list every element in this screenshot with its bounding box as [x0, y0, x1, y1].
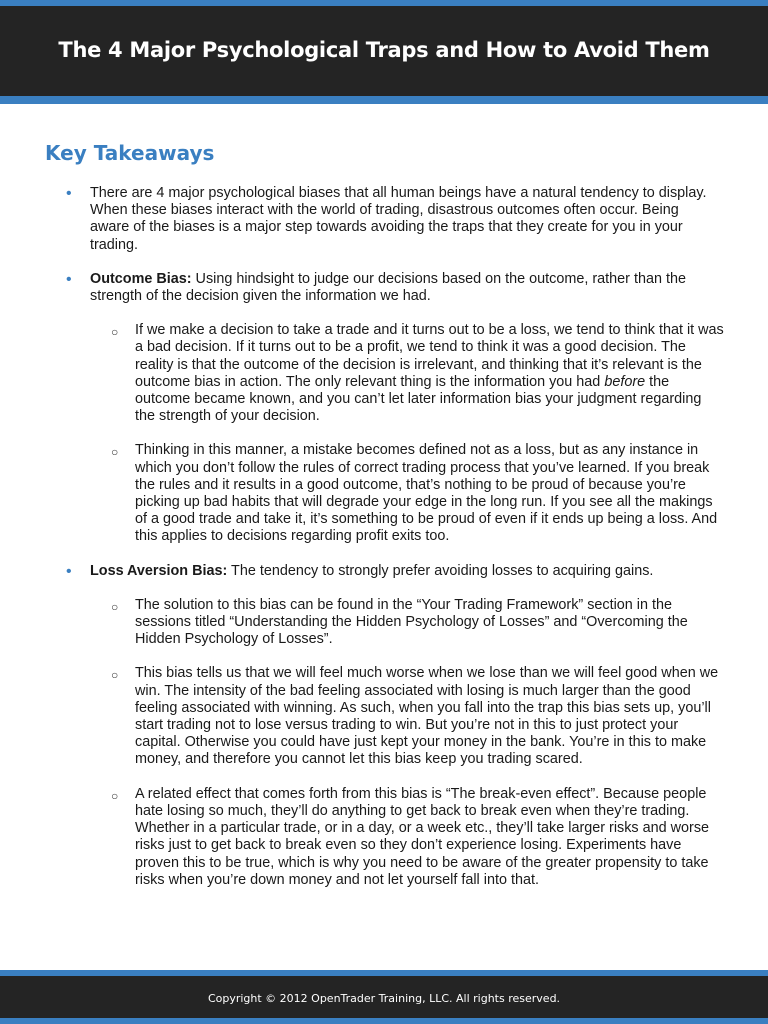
- footer-accent-stripe-top: [0, 970, 768, 976]
- page-header: [0, 0, 768, 104]
- loss-aversion-lead: Loss Aversion Bias:: [90, 562, 228, 579]
- list-item-loss-aversion-bias: [0, 563, 720, 580]
- outcome-sub1-text-b: the outcome became known, and you can’t let later information bias your judgment regarding the strength of your decision.: [135, 373, 702, 425]
- outcome-sub1-emphasis: before: [604, 373, 646, 390]
- outcome-bias-lead: Outcome Bias:: [90, 270, 192, 287]
- bullet-icon: •: [66, 185, 72, 202]
- list-item-outcome-bias: [0, 271, 720, 305]
- loss-aversion-text: The tendency to strongly prefer avoiding losses to acquiring gains.: [227, 562, 654, 579]
- header-accent-stripe-bottom: [0, 96, 768, 104]
- sub-bullet-icon: ○: [111, 788, 119, 803]
- takeaways-list: [0, 185, 768, 889]
- outcome-bias-text: Using hindsight to judge our decisions based on the outcome, rather than the strength of the decision given the information we had.: [90, 270, 686, 305]
- page-title: The 4 Major Psychological Traps and How to Avoid Them: [58, 38, 710, 62]
- copyright-text: Copyright © 2012 OpenTrader Training, LLC. All rights reserved.: [207, 992, 561, 1005]
- header-accent-stripe-top: [0, 0, 768, 6]
- outcome-sub1-text-a: If we make a decision to take a trade and it turns out to be a loss, we tend to think that it was a bad decision. If it turns out to be a profit, we tend to think it was a good decision. The reality is that the outcome of the decision is irrelevant, and thinking that it’s relevant is the outcome bias in action. The only relevant thing is the information you had: [135, 322, 724, 390]
- loss-sub3-text: A related effect that comes forth from this bias is “The break-even effect”. Because people hate losing so much, they’ll do anything to get back to break even when they’re trading. Whether in a particular trade, or in a day, or a week etc., they’ll take larger risks and worse risks just to get back to break even so they don’t experience losing. Experiments have proven this to be true, which is why you need to be aware of the greater propensity to take risks when you’re down money and not let yourself fall into that.: [135, 785, 710, 888]
- section-heading: Key Takeaways: [45, 141, 215, 165]
- intro-text: There are 4 major psychological biases that all human beings have a natural tendency to display. When these biases interact with the world of trading, disastrous outcomes often occur. Being aware of the biases is a major step towards avoiding the traps that they create for you in your trading.: [90, 185, 707, 253]
- sub-item-loss-3: [0, 786, 725, 889]
- sub-bullet-icon: ○: [111, 599, 119, 614]
- footer-accent-stripe-bottom: [0, 1018, 768, 1024]
- sub-item-outcome-2: [0, 442, 725, 545]
- sub-item-loss-2: [0, 665, 725, 768]
- sub-bullet-icon: ○: [111, 445, 119, 460]
- bullet-icon: •: [66, 270, 72, 288]
- sub-item-loss-1: [0, 597, 725, 649]
- loss-sub1-text: The solution to this bias can be found in the “Your Trading Framework” section in the sessions titled “Understanding the Hidden Psychology of Losses” and “Overcoming the Hidden Psychology of Losses”.: [135, 596, 688, 648]
- loss-sub2-text: This bias tells us that we will feel much worse when we lose than we will feel good when we win. The intensity of the bad feeling associated with losing is much larger than the good feeling associated with winning. As such, when you fall into the trap this bias sets up, you’ll start trading not to lose versus trading to win. But you’re not in this to just protect your capital. Otherwise you could have just kept your money in the bank. You’re in this to make money, and therefore you cannot let this bias keep you trading scared.: [135, 665, 719, 768]
- list-item-intro: [0, 185, 720, 254]
- outcome-sub2-text: Thinking in this manner, a mistake becomes defined not as a loss, but as any instance in which you don’t follow the rules of correct trading process that you’ve learned. If you break the rules and it results in a good outcome, that’s nothing to be proud of because you’re picking up bad habits that will degrade your edge in the long run. If you see all the makings of a good trade and take it, it’s something to be proud of even if it ends up being a loss. And this applies to decisions regarding profit exits too.: [135, 442, 718, 545]
- page-footer: [0, 970, 768, 1024]
- sub-bullet-icon: ○: [111, 325, 119, 340]
- sub-bullet-icon: ○: [111, 668, 119, 683]
- sub-item-outcome-1: [0, 322, 725, 425]
- bullet-icon: •: [66, 562, 72, 580]
